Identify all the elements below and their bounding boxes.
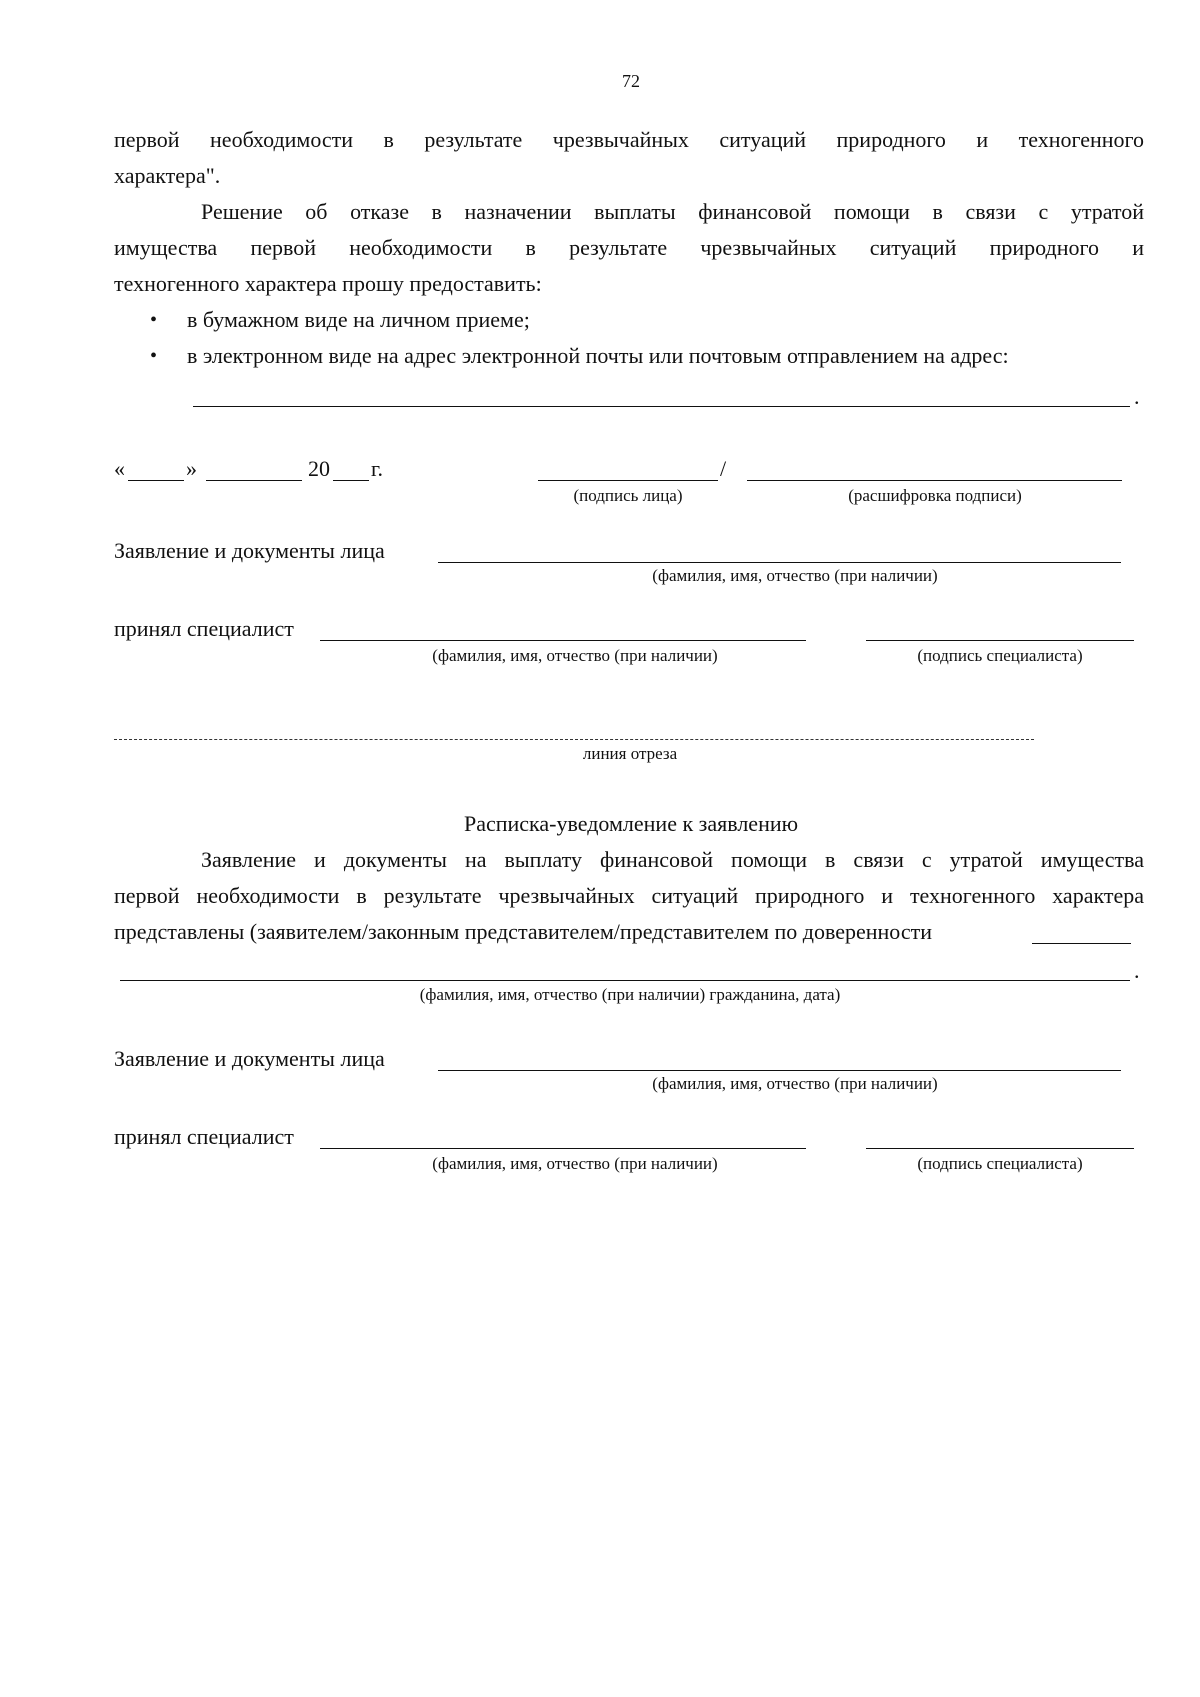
receipt-title: Расписка-уведомление к заявлению [463, 811, 799, 836]
address-input-line[interactable] [193, 406, 1130, 407]
receipt-line-end: . [1134, 958, 1140, 983]
bullet-icon: • [150, 309, 158, 331]
citizen-input-line[interactable] [120, 980, 1130, 981]
year-input-line[interactable] [333, 480, 369, 481]
decoding-caption: (расшифровка подписи) [848, 486, 1022, 505]
receipt-accepted-label: принял специалист [114, 1124, 294, 1149]
bullet-icon: • [150, 345, 158, 367]
cut-line-label: линия отреза [582, 744, 678, 763]
date-open-quote: « [114, 456, 125, 481]
year-suffix: г. [371, 456, 384, 481]
docs-caption: (фамилия, имя, отчество (при наличии) [652, 566, 938, 585]
decision-line-2: имущества первой необходимости в результате чрезвычайных ситуаций природного и [114, 235, 1144, 260]
representative-input-line[interactable] [1032, 943, 1131, 944]
receipt-line-1: Заявление и документы на выплату финансовой помощи в связи с утратой имущества [201, 847, 1144, 872]
address-line-end: . [1134, 384, 1140, 409]
specialist-name-caption: (фамилия, имя, отчество (при наличии) [432, 646, 718, 665]
signature-decoding-input-line[interactable] [747, 480, 1122, 481]
receipt-applicant-input-line[interactable] [438, 1070, 1121, 1071]
decision-line-1: Решение об отказе в назначении выплаты финансовой помощи в связи с утратой [201, 199, 1144, 224]
option-paper: в бумажном виде на личном приеме; [187, 307, 530, 332]
option-electronic: в электронном виде на адрес электронной почты или почтовым отправлением на адрес: [187, 343, 1009, 368]
continuation-line-2: характера". [114, 163, 221, 188]
specialist-signature-input-line[interactable] [866, 640, 1134, 641]
signature-caption: (подпись лица) [573, 486, 683, 505]
receipt-docs-caption: (фамилия, имя, отчество (при наличии) [652, 1074, 938, 1093]
signature-input-line[interactable] [538, 480, 718, 481]
cut-line [114, 739, 1034, 740]
continuation-line-1: первой необходимости в результате чрезвычайных ситуаций природного и техногенного [114, 127, 1144, 152]
applicant-name-input-line[interactable] [438, 562, 1121, 563]
receipt-specialist-name-caption: (фамилия, имя, отчество (при наличии) [432, 1154, 718, 1173]
year-prefix: 20 [308, 456, 330, 481]
decision-line-3: техногенного характера прошу предоставить: [114, 271, 542, 296]
receipt-specialist-signature-caption: (подпись специалиста) [917, 1154, 1083, 1173]
day-input-line[interactable] [128, 480, 184, 481]
signature-separator: / [720, 456, 727, 481]
page-number: 72 [622, 71, 640, 91]
citizen-caption: (фамилия, имя, отчество (при наличии) гражданина, дата) [419, 985, 841, 1004]
accepted-label: принял специалист [114, 616, 294, 641]
receipt-line-2: первой необходимости в результате чрезвычайных ситуаций природного и техногенного характера [114, 883, 1144, 908]
receipt-specialist-signature-input-line[interactable] [866, 1148, 1134, 1149]
receipt-line-3: представлены (заявителем/законным представителем/представителем по доверенности [114, 919, 932, 944]
specialist-name-input-line[interactable] [320, 640, 806, 641]
specialist-signature-caption: (подпись специалиста) [917, 646, 1083, 665]
receipt-specialist-name-input-line[interactable] [320, 1148, 806, 1149]
receipt-docs-label: Заявление и документы лица [114, 1046, 385, 1071]
docs-label: Заявление и документы лица [114, 538, 385, 563]
month-input-line[interactable] [206, 480, 302, 481]
date-close-quote: » [186, 456, 197, 481]
